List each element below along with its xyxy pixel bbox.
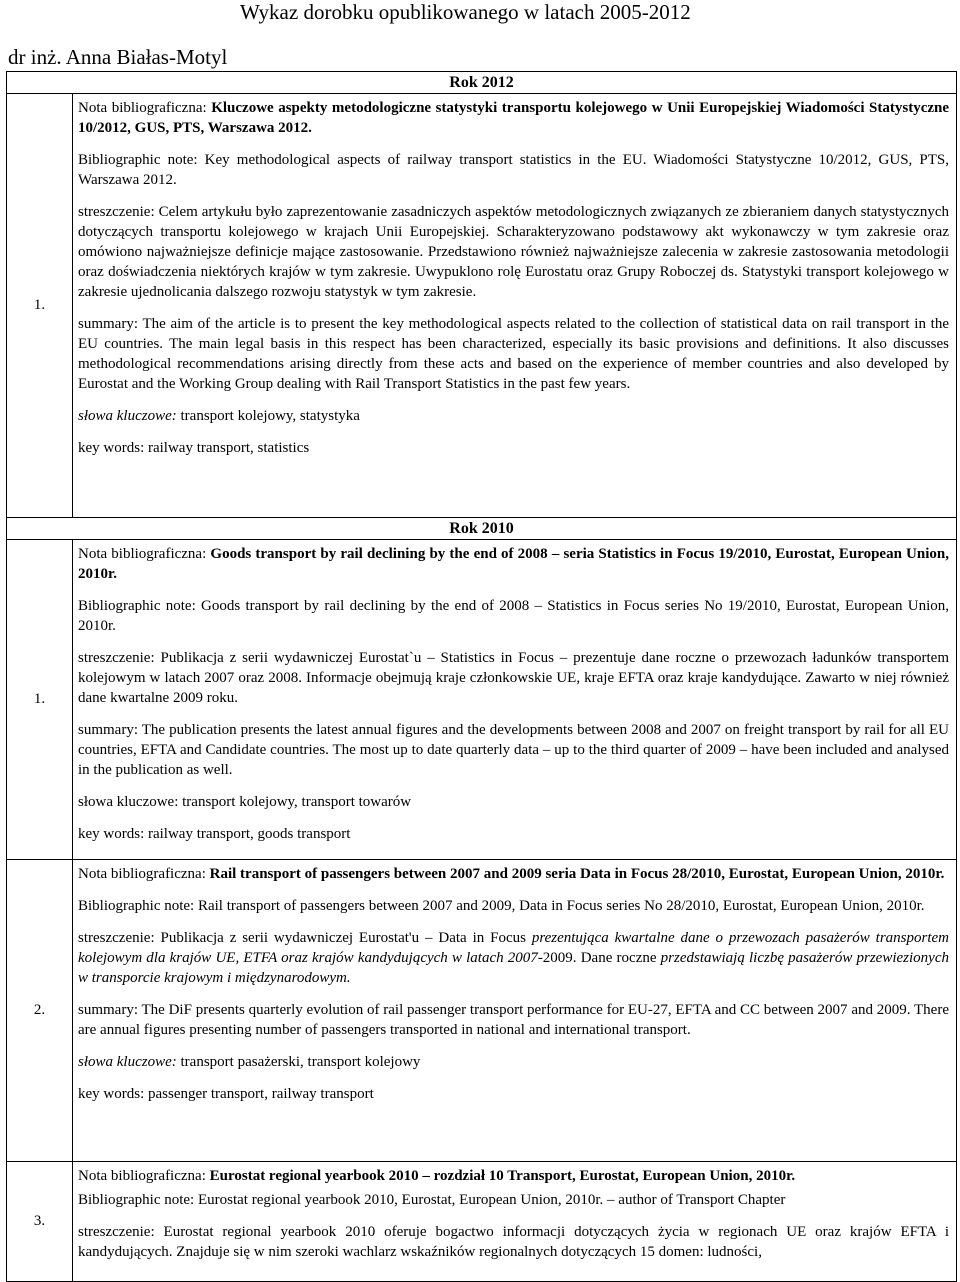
bibliographic-note: Bibliographic note: Key methodological aspects of railway transport statistics in the EU. Wiadomości Statystyczne 10/2012, GUS, PTS, Warszawa 2012. bbox=[78, 152, 949, 188]
publications-table bbox=[6, 71, 957, 1282]
year-header-row bbox=[7, 72, 957, 94]
nota-bibliograficzna bbox=[78, 864, 949, 884]
streszczenie: streszczenie: Publikacja z serii wydawniczej Eurostat`u – Statistics in Focus – prezentuje dane roczne o przewozach ładunków transportem kolejowym w latach 2007 oraz 2008. Informacje obejmują kraje członkowskie UE, kraje EFTA oraz kraje kandydujące. Zawarto w niej również dane kwartalne 2009 roku. bbox=[78, 650, 949, 706]
summary: summary: The aim of the article is to present the key methodological aspects related to the collection of statistical data on rail transport in the EU countries. The main legal basis in this respect has been characterized, especially its basic provisions and definitions. It also discusses methodological recommendations arising directly from these acts and based on the experience of member countries and also developed by Eurostat and the Working Group dealing with Rail Transport Statistics in the past few years. bbox=[78, 316, 949, 392]
entry-number: 1. bbox=[7, 540, 73, 860]
entry-content bbox=[73, 94, 957, 518]
nota-title: Rail transport of passengers between 2007 and 2009 seria Data in Focus 28/2010, Eurostat, European Union, 2010r. bbox=[209, 866, 945, 882]
table-row bbox=[7, 540, 957, 860]
slowa-label: słowa kluczowe: bbox=[78, 408, 177, 424]
year-header-2012: Rok 2012 bbox=[7, 72, 957, 94]
entry-number: 1. bbox=[7, 94, 73, 518]
nota-title: Goods transport by rail declining by the end of 2008 – seria Statistics in Focus 19/2010, Eurostat, European Union, 2010r. bbox=[78, 546, 949, 582]
streszczenie-prefix: streszczenie: Publikacja z serii wydawniczej Eurostat'u – Data in Focus bbox=[78, 930, 532, 946]
summary: summary: The DiF presents quarterly evolution of rail passenger transport performance for EU-27, EFTA and CC between 2007 and 2009. There are annual figures presenting number of passengers transported in national and international transport. bbox=[78, 1002, 949, 1038]
key-words: key words: railway transport, statistics bbox=[78, 440, 310, 456]
streszczenie bbox=[78, 928, 949, 988]
entry-number: 2. bbox=[7, 860, 73, 1162]
entry-content bbox=[73, 1162, 957, 1282]
entry-number: 3. bbox=[7, 1162, 73, 1282]
author-name: dr inż. Anna Białas-Motyl bbox=[8, 45, 228, 69]
slowa-text: transport kolejowy, statystyka bbox=[176, 408, 360, 424]
streszczenie-mid: -2009. Dane roczne bbox=[537, 950, 661, 966]
entry-content bbox=[73, 540, 957, 860]
entry-content bbox=[73, 860, 957, 1162]
nota-bibliograficzna bbox=[78, 544, 949, 584]
streszczenie-italic: prezentująca kwartalne dane o przewozach pasażerów transportem kolejowym dla krajów UE, ETFA oraz krajów kandydujących w latach 2007 bbox=[78, 930, 950, 966]
nota-title: Eurostat regional yearbook 2010 – rozdział 10 Transport, Eurostat, European Union, 2010r. bbox=[209, 1168, 796, 1184]
nota-label: Nota bibliograficzna: bbox=[78, 100, 207, 116]
nota-title: Kluczowe aspekty metodologiczne statystyki transportu kolejowego w Unii Europejskiej Wiadomości Statystyczne 10/2012, GUS, PTS, Warszawa 2012. bbox=[78, 100, 950, 136]
bibliographic-note: Bibliographic note: Eurostat regional yearbook 2010, Eurostat, European Union, 2010r. – author of Transport Chapter bbox=[78, 1192, 786, 1208]
streszczenie: streszczenie: Eurostat regional yearbook 2010 oferuje bogactwo informacji dotyczących życia w regionach UE oraz krajów EFTA i kandydujących. Znajduje się w nim szeroki wachlarz wskaźników regionalnych dotyczących 15 domen: ludności, bbox=[78, 1224, 949, 1260]
year-header-row bbox=[7, 518, 957, 540]
document-title: Wykaz dorobku opublikowanego w latach 2005-2012 bbox=[240, 0, 691, 24]
key-words: key words: passenger transport, railway transport bbox=[78, 1086, 374, 1102]
year-header-2010: Rok 2010 bbox=[7, 518, 957, 540]
nota-label: Nota bibliograficzna: bbox=[78, 866, 206, 882]
table-row bbox=[7, 1162, 957, 1282]
nota-bibliograficzna bbox=[78, 98, 949, 138]
nota-bibliograficzna bbox=[78, 1166, 949, 1186]
key-words: key words: railway transport, goods transport bbox=[78, 826, 351, 842]
slowa-kluczowe bbox=[78, 1052, 949, 1072]
slowa-label: słowa kluczowe: bbox=[78, 1054, 177, 1070]
slowa-kluczowe bbox=[78, 406, 949, 426]
nota-label: Nota bibliograficzna: bbox=[78, 546, 207, 562]
nota-label: Nota bibliograficzna: bbox=[78, 1168, 206, 1184]
table-row bbox=[7, 860, 957, 1162]
table-row bbox=[7, 94, 957, 518]
summary: summary: The publication presents the latest annual figures and the developments between 2008 and 2007 on freight transport by rail for all EU countries, EFTA and Candidate countries. The most up to date quarterly data – up to the third quarter of 2009 – have been included and analysed in the publication as well. bbox=[78, 722, 949, 778]
bibliographic-note: Bibliographic note: Rail transport of passengers between 2007 and 2009, Data in Focus series No 28/2010, Eurostat, European Union, 2010r. bbox=[78, 898, 925, 914]
slowa-kluczowe: słowa kluczowe: transport kolejowy, transport towarów bbox=[78, 794, 412, 810]
streszczenie: streszczenie: Celem artykułu było zaprezentowanie zasadniczych aspektów metodologicznych związanych ze zbieraniem danych statystycznych dotyczących transportu kolejowego w krajach Unii Europejskiej. Scharakteryzowano podstawowy akt wykonawczy w tym zakresie oraz omówiono najważniejsze definicje mające zastosowanie. Przedstawiono również najważniejsze zalecenia w zakresie zastosowania metodologii oraz doświadczenia niektórych krajów w tym zakresie. Uwypuklono rolę Eurostatu oraz Grupy Roboczej ds. Statystyki transport kolejowego w zakresie ujednolicania dalszego rozwoju statystyk w tym zakresie. bbox=[78, 204, 949, 300]
slowa-text: transport pasażerski, transport kolejowy bbox=[176, 1054, 421, 1070]
streszczenie-italic-2: przedstawiają liczbę pasażerów przewiezionych w transporcie krajowym i międzynarodowym. bbox=[78, 950, 949, 986]
bibliographic-note: Bibliographic note: Goods transport by rail declining by the end of 2008 – Statistics in Focus series No 19/2010, Eurostat, European Union, 2010r. bbox=[78, 598, 949, 634]
